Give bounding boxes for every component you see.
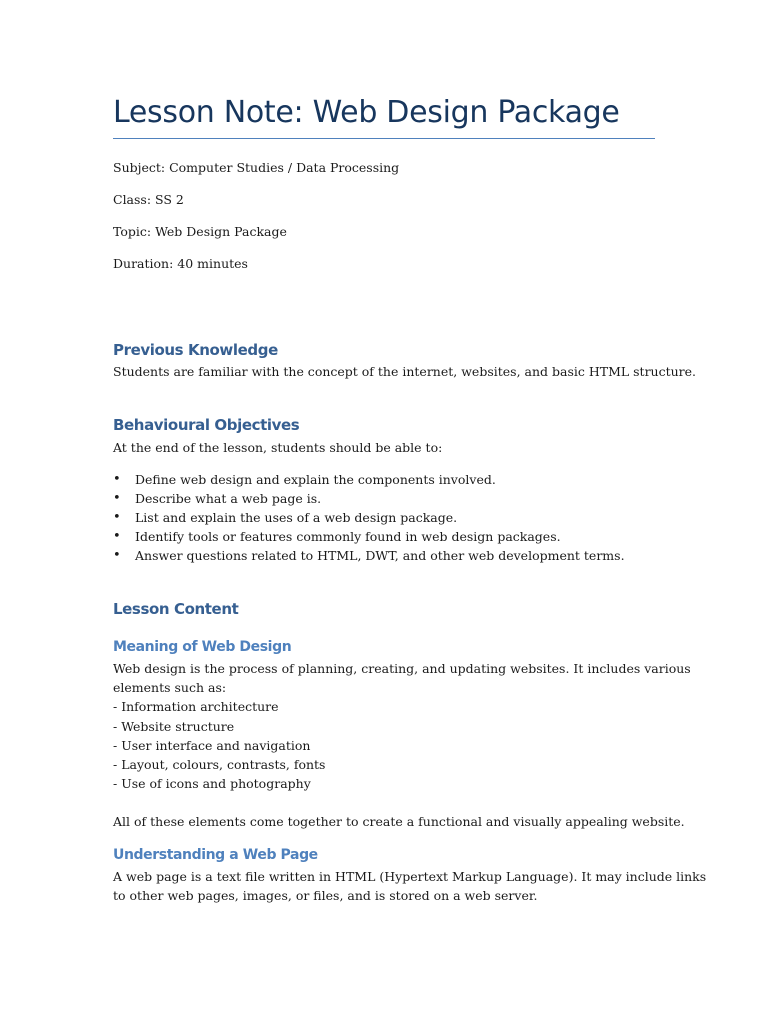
- meaning-summary: All of these elements come together to create a functional and visually appealing website.: [113, 814, 685, 829]
- bullet-icon: •: [113, 529, 121, 544]
- bullet-icon: •: [113, 491, 121, 506]
- bullet-icon: •: [113, 548, 121, 563]
- text-line: - Layout, colours, contrasts, fonts: [113, 756, 326, 772]
- text-line: - Website structure: [113, 718, 235, 734]
- bullet-icon: •: [113, 510, 121, 525]
- text-line: A web page is a text file written in HTML (Hypertext Markup Language). It may include links: [113, 869, 707, 884]
- text-line: - Information architecture: [113, 699, 279, 715]
- title-underline: [113, 138, 655, 139]
- heading-understanding-web-page: Understanding a Web Page: [113, 847, 318, 863]
- heading-behavioural-objectives: Behavioural Objectives: [113, 416, 300, 434]
- text-line: - Use of icons and photography: [113, 776, 311, 792]
- meaning-paragraph: [113, 659, 691, 793]
- meta-class: Class: SS 2: [113, 192, 184, 207]
- text-line: to other web pages, images, or files, and is stored on a web server.: [113, 888, 538, 904]
- web-page-paragraph: [113, 867, 707, 905]
- text-line: - User interface and navigation: [113, 737, 311, 753]
- bullet-icon: •: [113, 472, 121, 487]
- heading-lesson-content: Lesson Content: [113, 600, 239, 618]
- meta-subject: Subject: Computer Studies / Data Processing: [113, 160, 400, 175]
- heading-previous-knowledge: Previous Knowledge: [113, 341, 278, 359]
- page-title: Lesson Note: Web Design Package: [113, 95, 620, 130]
- objective-text: Define web design and explain the components involved.: [135, 472, 496, 487]
- meta-duration: Duration: 40 minutes: [113, 256, 248, 271]
- objective-text: List and explain the uses of a web design package.: [135, 510, 458, 525]
- text-line: elements such as:: [113, 680, 227, 696]
- heading-meaning-of-web-design: Meaning of Web Design: [113, 639, 292, 655]
- objective-text: Identify tools or features commonly found in web design packages.: [135, 529, 561, 544]
- previous-knowledge-text: Students are familiar with the concept of the internet, websites, and basic HTML structure.: [113, 364, 697, 379]
- text-line: Web design is the process of planning, creating, and updating websites. It includes various: [113, 661, 691, 676]
- objectives-intro: At the end of the lesson, students should be able to:: [113, 440, 443, 455]
- objective-text: Describe what a web page is.: [135, 491, 322, 506]
- objective-text: Answer questions related to HTML, DWT, and other web development terms.: [135, 548, 625, 563]
- meta-topic: Topic: Web Design Package: [113, 224, 287, 239]
